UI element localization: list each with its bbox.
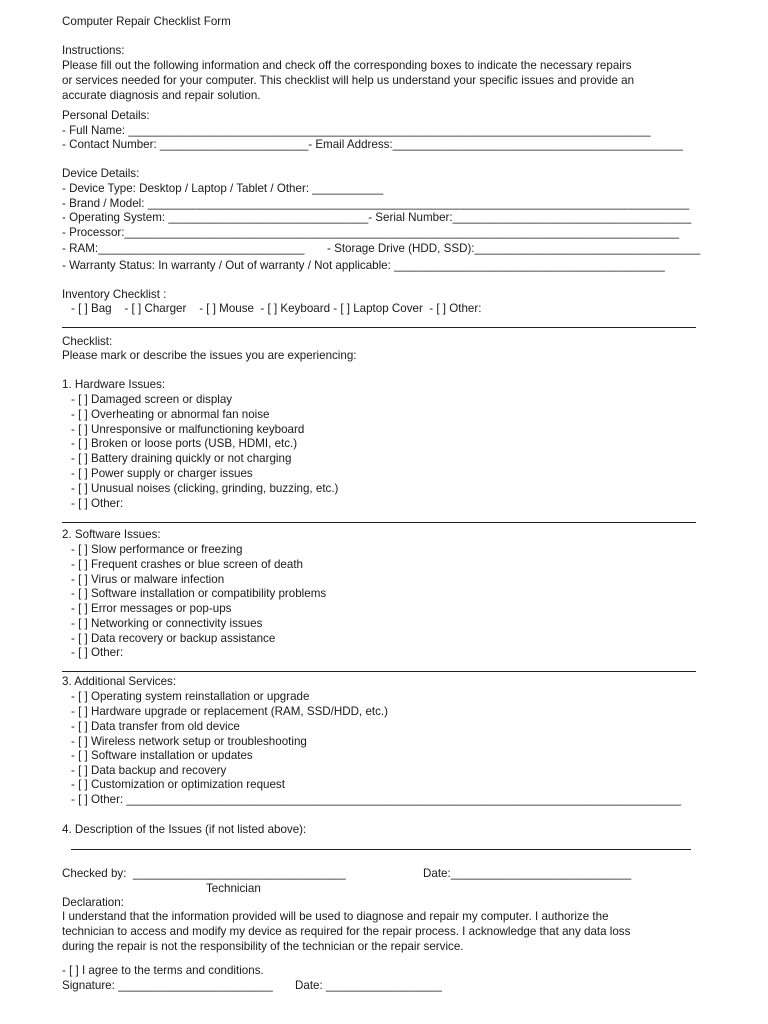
service-item[interactable]: - [ ] Software installation or updates	[71, 749, 253, 762]
service-item[interactable]: - [ ] Data backup and recovery	[71, 764, 227, 777]
declaration-line: I understand that the information provided will be used to diagnose and repair my computer. I authorize the	[62, 910, 609, 923]
software-other-line	[62, 671, 696, 672]
description-line[interactable]	[71, 849, 691, 850]
software-heading: 2. Software Issues:	[62, 528, 161, 541]
service-item[interactable]: - [ ] Data transfer from old device	[71, 720, 240, 733]
instructions-line: or services needed for your computer. This checklist will help us understand your specific issues and provide an	[62, 74, 635, 87]
description-heading: 4. Description of the Issues (if not listed above):	[62, 823, 307, 836]
hardware-item[interactable]: - [ ] Battery draining quickly or not charging	[71, 452, 292, 465]
inventory-other-line	[62, 327, 696, 328]
form-title: Computer Repair Checklist Form	[62, 15, 231, 28]
hardware-item[interactable]: - [ ] Unusual noises (clicking, grinding, buzzing, etc.)	[71, 482, 339, 495]
hardware-item[interactable]: - [ ] Power supply or charger issues	[71, 467, 253, 480]
software-item[interactable]: - [ ] Frequent crashes or blue screen of death	[71, 558, 303, 571]
checked-by-field[interactable]: Checked by: _________________________________	[62, 867, 346, 880]
declaration-line: technician to access and modify my device as required for the repair process. I acknowledge that any data loss	[62, 925, 631, 938]
service-item[interactable]: - [ ] Customization or optimization request	[71, 778, 285, 791]
service-item[interactable]: - [ ] Wireless network setup or troubleshooting	[71, 735, 307, 748]
service-item[interactable]: - [ ] Operating system reinstallation or upgrade	[71, 690, 310, 703]
contact-email-field[interactable]: - Contact Number: _______________________- Email Address:_____________________________________________	[62, 138, 683, 151]
signature-field[interactable]: Signature: ________________________	[62, 979, 273, 992]
software-item[interactable]: - [ ] Slow performance or freezing	[71, 543, 243, 556]
declaration-line: during the repair is not the responsibility of the technician or the repair service.	[62, 940, 464, 953]
inventory-items[interactable]: - [ ] Bag - [ ] Charger - [ ] Mouse - [ ] Keyboard - [ ] Laptop Cover - [ ] Other:	[71, 302, 482, 315]
storage-field[interactable]: - Storage Drive (HDD, SSD):___________________________________	[327, 242, 701, 255]
services-heading: 3. Additional Services:	[62, 675, 177, 688]
instructions-heading: Instructions:	[62, 44, 125, 57]
hardware-item[interactable]: - [ ] Other:	[71, 497, 124, 510]
warranty-field[interactable]: - Warranty Status: In warranty / Out of warranty / Not applicable: __________________________________________	[62, 259, 665, 272]
software-item[interactable]: - [ ] Error messages or pop-ups	[71, 602, 232, 615]
hardware-heading: 1. Hardware Issues:	[62, 378, 166, 391]
hardware-other-line	[62, 522, 696, 523]
hardware-item[interactable]: - [ ] Unresponsive or malfunctioning keyboard	[71, 423, 305, 436]
full-name-field[interactable]: - Full Name: _________________________________________________________________________________	[62, 124, 651, 137]
instructions-line: Please fill out the following information and check off the corresponding boxes to indicate the necessary repairs	[62, 59, 632, 72]
service-item[interactable]: - [ ] Other: ______________________________________________________________________________________	[71, 793, 681, 806]
signature-date-field[interactable]: Date: __________________	[295, 979, 442, 992]
checklist-heading: Checklist:	[62, 335, 113, 348]
software-item[interactable]: - [ ] Other:	[71, 646, 124, 659]
declaration-heading: Declaration:	[62, 896, 124, 909]
instructions-line: accurate diagnosis and repair solution.	[62, 89, 261, 102]
technician-label: Technician	[206, 882, 261, 895]
agree-checkbox[interactable]: - [ ] I agree to the terms and conditions.	[62, 964, 264, 977]
software-item[interactable]: - [ ] Networking or connectivity issues	[71, 617, 263, 630]
software-item[interactable]: - [ ] Data recovery or backup assistance	[71, 632, 276, 645]
checked-date-field[interactable]: Date:____________________________	[423, 867, 632, 880]
hardware-item[interactable]: - [ ] Broken or loose ports (USB, HDMI, etc.)	[71, 437, 298, 450]
os-serial-field[interactable]: - Operating System: _______________________________- Serial Number:_____________________________________	[62, 211, 692, 224]
processor-field[interactable]: - Processor:______________________________________________________________________________________	[62, 226, 680, 239]
ram-field[interactable]: - RAM:________________________________	[62, 242, 305, 255]
inventory-heading: Inventory Checklist :	[62, 288, 167, 301]
checklist-prompt: Please mark or describe the issues you are experiencing:	[62, 349, 357, 362]
device-details-heading: Device Details:	[62, 167, 140, 180]
device-type-field[interactable]: - Device Type: Desktop / Laptop / Tablet / Other: ___________	[62, 182, 384, 195]
software-item[interactable]: - [ ] Software installation or compatibility problems	[71, 587, 327, 600]
software-item[interactable]: - [ ] Virus or malware infection	[71, 573, 225, 586]
hardware-item[interactable]: - [ ] Damaged screen or display	[71, 393, 233, 406]
brand-model-field[interactable]: - Brand / Model: ____________________________________________________________________________________	[62, 197, 690, 210]
personal-details-heading: Personal Details:	[62, 109, 150, 122]
hardware-item[interactable]: - [ ] Overheating or abnormal fan noise	[71, 408, 270, 421]
service-item[interactable]: - [ ] Hardware upgrade or replacement (RAM, SSD/HDD, etc.)	[71, 705, 388, 718]
